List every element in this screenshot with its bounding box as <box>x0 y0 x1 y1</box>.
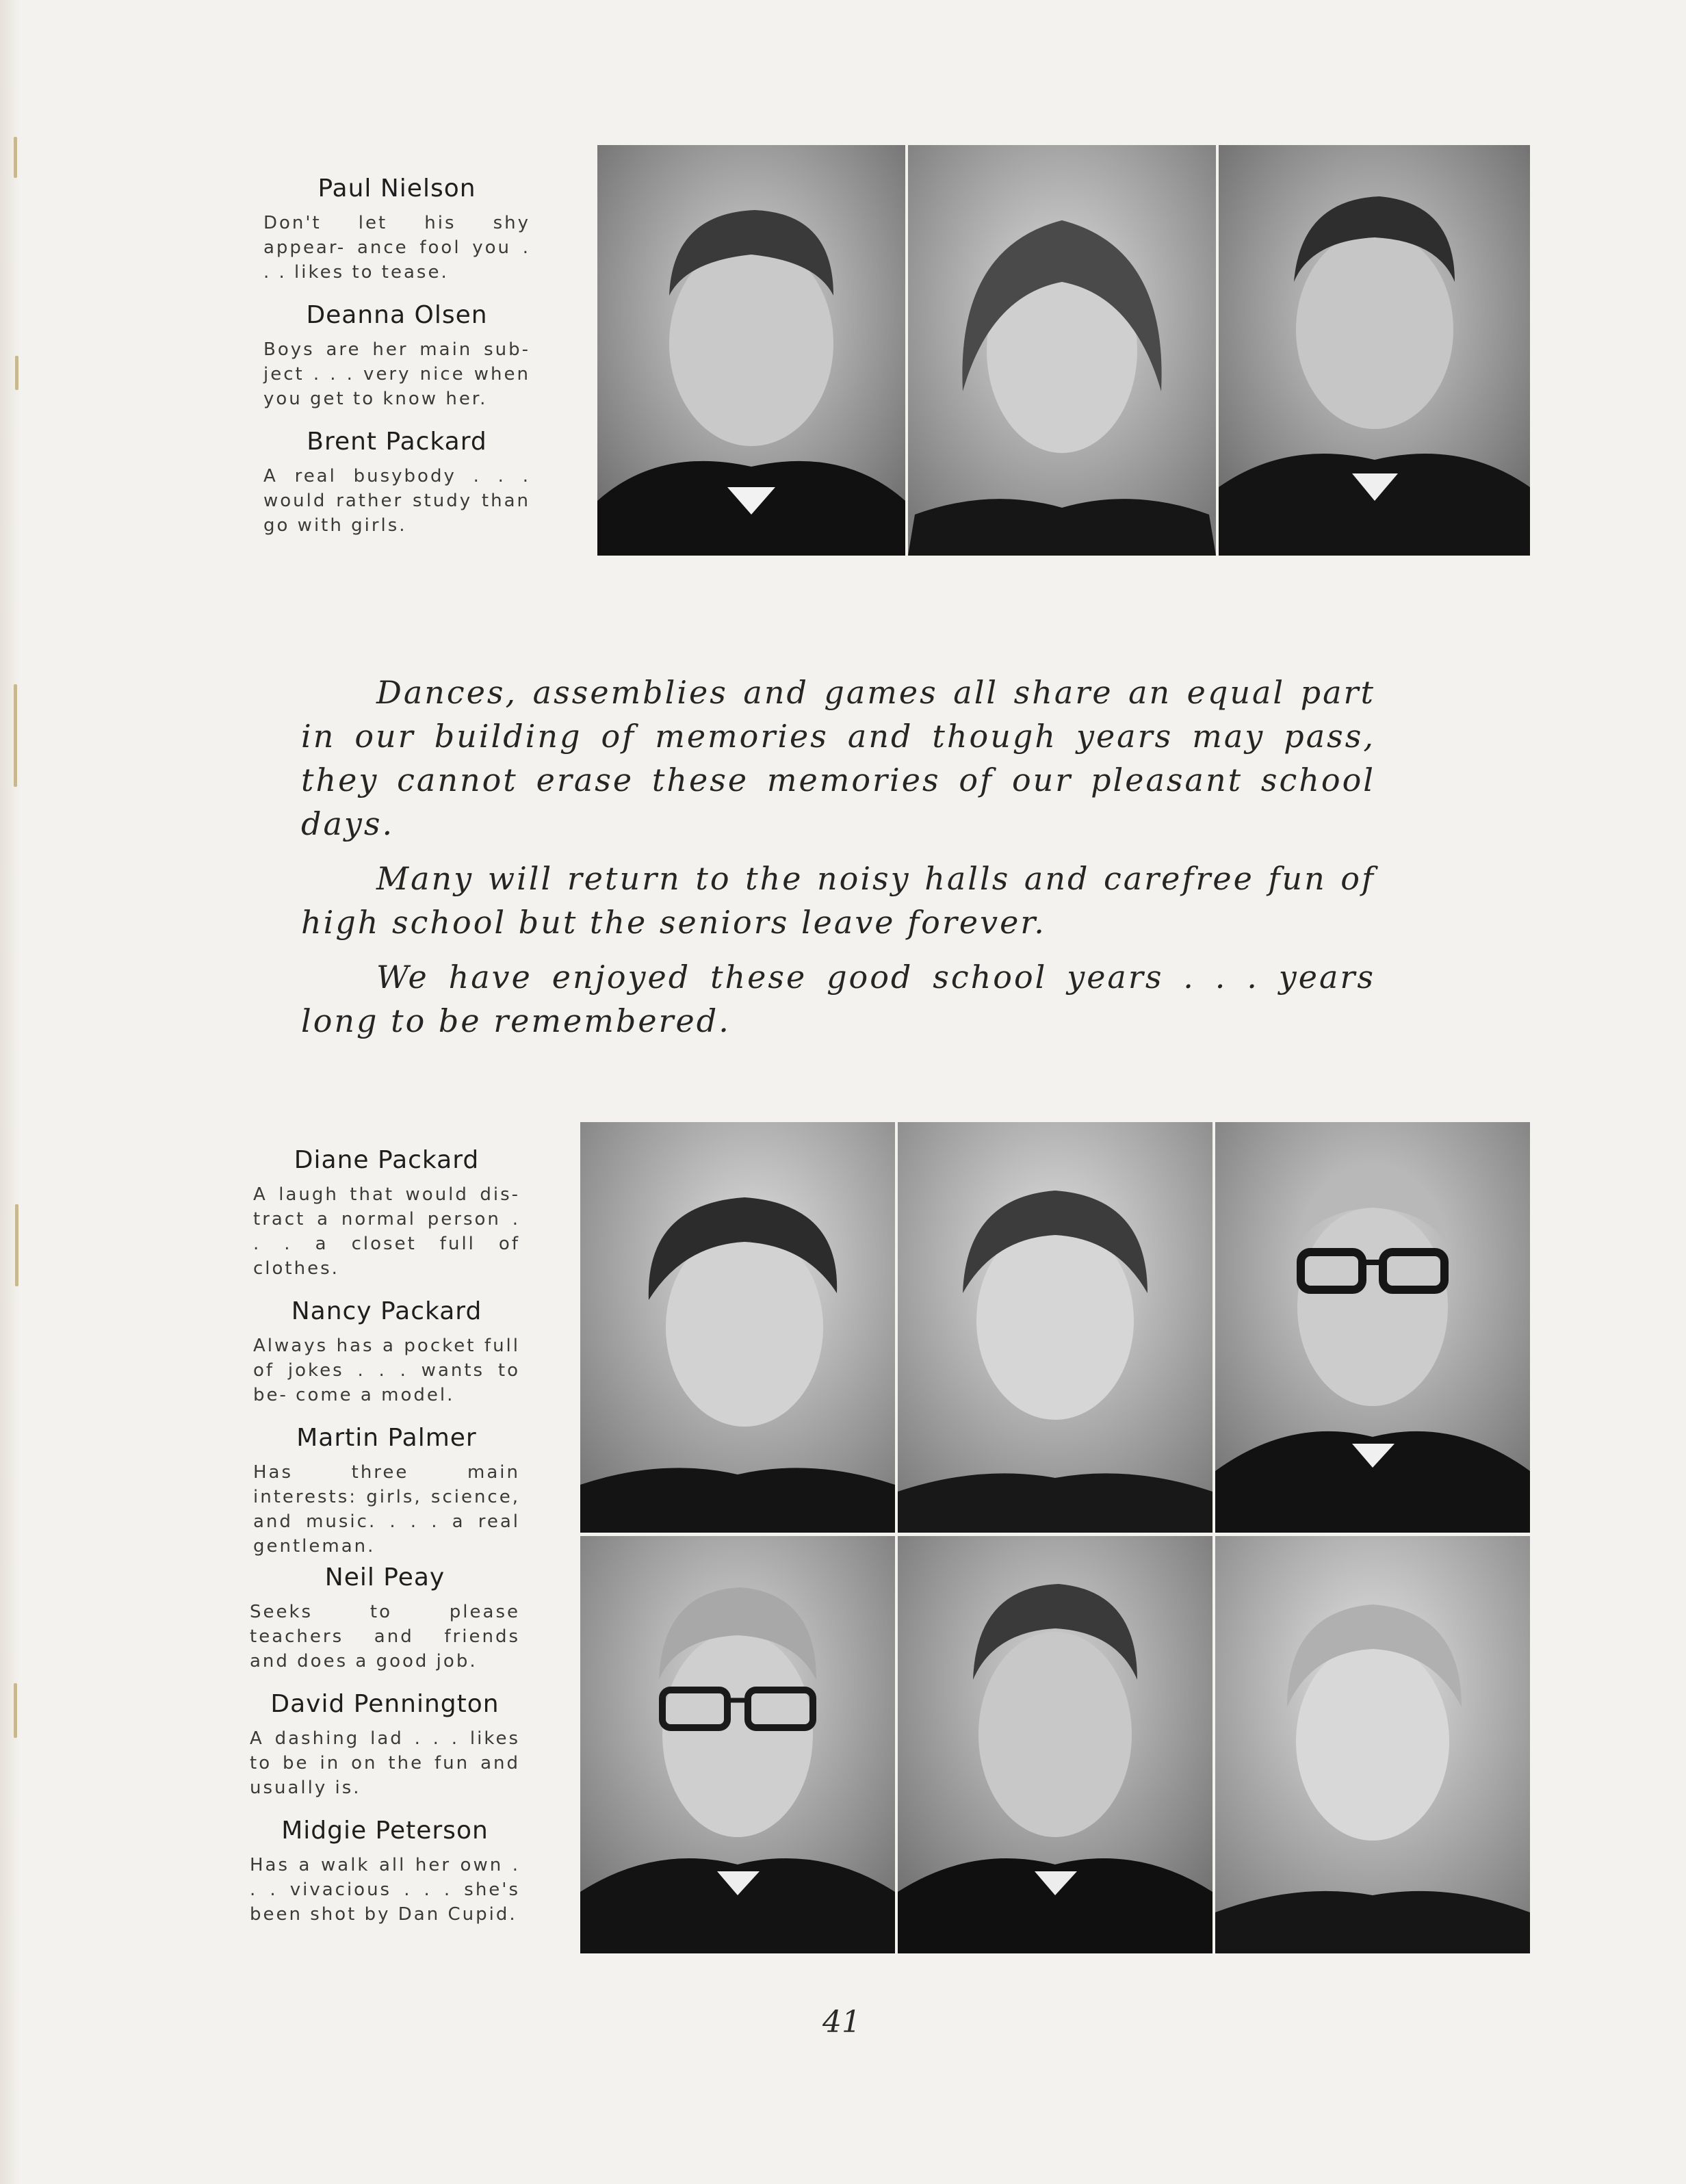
binding-mark <box>15 1204 18 1286</box>
binding-mark <box>14 684 17 787</box>
student-name: Deanna Olsen <box>306 301 488 329</box>
binding-mark <box>14 137 17 178</box>
student-name: Midgie Peterson <box>281 1817 489 1845</box>
prose-paragraph: Dances, assemblies and games all share an equal part in our building of memories and though years may pass, they cannot erase these memories of our pleasant school days. <box>301 674 1375 842</box>
page-number: 41 <box>822 2005 861 2040</box>
student-quote: Don't let his shy appear- ance fool you . . . likes to tease. <box>263 213 530 283</box>
student-quote: Always has a pocket full of jokes . . . wants to be- come a model. <box>253 1336 520 1405</box>
portrait-photo <box>1219 145 1530 556</box>
student-name: Paul Nielson <box>317 174 476 203</box>
student-quote: A real busybody . . . would rather study than go with girls. <box>263 466 530 536</box>
portrait-photo <box>1215 1536 1530 1953</box>
portrait-photo <box>1215 1122 1530 1533</box>
student-name: Neil Peay <box>324 1563 445 1591</box>
portrait-photo <box>597 145 905 556</box>
student-quote: A dashing lad . . . likes to be in on the fun and usually is. <box>250 1728 520 1798</box>
binding-mark <box>15 356 18 390</box>
page-edge <box>0 0 21 2184</box>
portrait-photo <box>580 1122 895 1533</box>
prose-paragraph: Many will return to the noisy halls and carefree fun of high school but the seniors leave forever. <box>301 860 1375 941</box>
binding-mark <box>14 1683 17 1738</box>
student-quote: Boys are her main sub- ject . . . very nice when you get to know her. <box>263 339 530 409</box>
student-name: Brent Packard <box>307 428 487 456</box>
prose-block <box>301 671 1375 1054</box>
student-name: David Pennington <box>270 1690 500 1718</box>
caption-block-bottom <box>250 1563 520 1943</box>
student-quote: Has a walk all her own . . . vivacious . . . she's been shot by Dan Cupid. <box>250 1855 520 1925</box>
student-name: Nancy Packard <box>291 1297 482 1325</box>
student-name: Martin Palmer <box>296 1424 477 1452</box>
caption-block-middle <box>253 1146 520 1575</box>
portrait-photo <box>580 1536 895 1953</box>
student-name: Diane Packard <box>294 1146 480 1174</box>
student-quote: Seeks to please teachers and friends and does a good job. <box>250 1602 520 1672</box>
student-quote: Has three main interests: girls, science, and music. . . . a real gentleman. <box>253 1462 520 1557</box>
caption-block-top <box>263 174 530 554</box>
portrait-photo <box>898 1536 1212 1953</box>
student-quote: A laugh that would dis- tract a normal person . . . a closet full of clothes. <box>253 1184 520 1279</box>
portrait-photo <box>908 145 1216 556</box>
prose-paragraph: We have enjoyed these good school years . . . years long to be remembered. <box>301 959 1375 1039</box>
portrait-photo <box>898 1122 1212 1533</box>
